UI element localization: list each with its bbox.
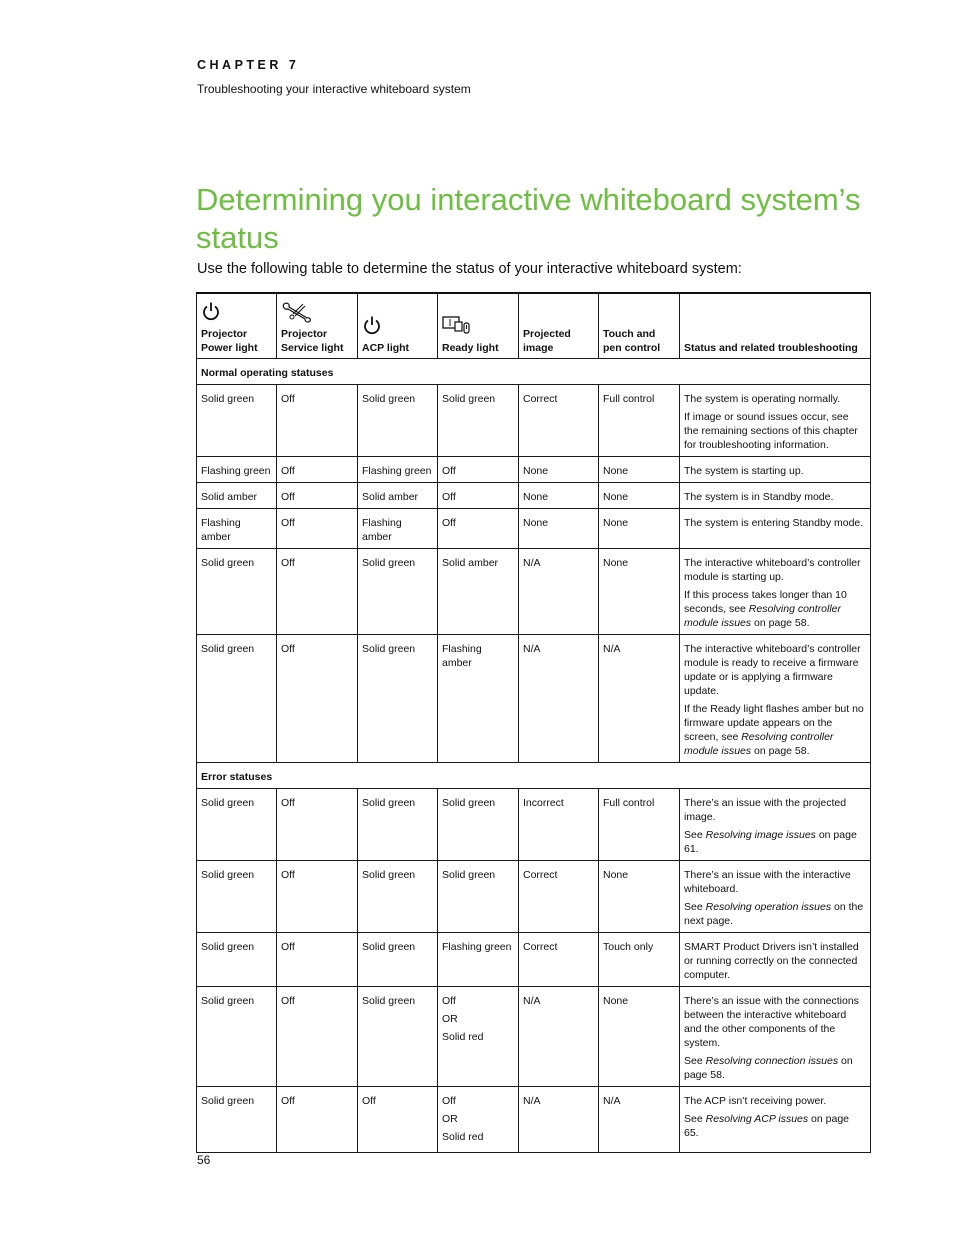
status-text: There’s an issue with the projected image.: [684, 797, 847, 823]
status-paragraph: [684, 940, 866, 982]
table-cell: Incorrect: [519, 789, 599, 861]
table-cell: Flashing amber: [197, 509, 277, 549]
status-cell: [680, 635, 871, 763]
status-paragraph: [684, 994, 866, 1050]
status-paragraph: [684, 1054, 866, 1082]
status-paragraph: [684, 828, 866, 856]
chapter-label: CHAPTER 7: [197, 58, 300, 72]
table-cell: Correct: [519, 861, 599, 933]
col-status: [680, 293, 871, 359]
table-cell: Off: [277, 1087, 358, 1153]
table-cell: Solid green: [358, 933, 438, 987]
table-cell: Solid green: [438, 861, 519, 933]
table-cell: [438, 1087, 519, 1153]
status-paragraph: [684, 464, 866, 478]
status-text: See: [684, 1113, 706, 1125]
column-header-label: ACP light: [362, 342, 410, 354]
status-paragraph: [684, 900, 866, 928]
table-cell: N/A: [599, 1087, 680, 1153]
table-cell: Off: [277, 987, 358, 1087]
cell-line: OR: [442, 1013, 458, 1025]
ready-icon: [442, 315, 514, 335]
cross-reference: Resolving controller module issues: [684, 731, 834, 757]
column-header-label: Projected image: [523, 328, 571, 354]
table-cell: None: [599, 549, 680, 635]
status-text: on page 58.: [751, 745, 810, 757]
table-cell: N/A: [519, 987, 599, 1087]
table-cell: Solid green: [197, 987, 277, 1087]
table-cell: Solid green: [197, 549, 277, 635]
status-paragraph: [684, 490, 866, 504]
power-icon: [362, 315, 433, 335]
status-table: [196, 292, 871, 1153]
table-cell: Flashing amber: [358, 509, 438, 549]
table-cell: None: [599, 987, 680, 1087]
table-row: [197, 509, 871, 549]
column-header-label: Projector Power light: [201, 328, 258, 354]
status-text: There’s an issue with the interactive whiteboard.: [684, 869, 851, 895]
status-text: If this process takes longer than 10 seconds, see: [684, 589, 847, 615]
status-paragraph: [684, 868, 866, 896]
status-text: The system is in Standby mode.: [684, 491, 834, 503]
table-cell: Solid green: [197, 789, 277, 861]
table-row: [197, 789, 871, 861]
power-icon: [201, 301, 272, 321]
cross-reference: Resolving operation issues: [705, 901, 832, 913]
table-cell: Off: [277, 861, 358, 933]
status-text: on page 61.: [684, 829, 857, 855]
table-cell: Touch only: [599, 933, 680, 987]
status-text: SMART Product Drivers isn’t installed or running correctly on the connected computer.: [684, 941, 859, 981]
table-cell: Solid green: [358, 549, 438, 635]
col-ready-light: [438, 293, 519, 359]
status-cell: [680, 987, 871, 1087]
cell-line: Solid red: [442, 1131, 484, 1143]
table-cell: Solid amber: [358, 483, 438, 509]
table-row: [197, 549, 871, 635]
status-paragraph: [684, 392, 866, 406]
cell-line: Off: [442, 995, 456, 1007]
col-projected-image: [519, 293, 599, 359]
table-row: [197, 483, 871, 509]
status-cell: [680, 789, 871, 861]
table-cell: Off: [438, 483, 519, 509]
cross-reference: Resolving controller module issues: [684, 603, 842, 629]
table-cell: Solid green: [197, 635, 277, 763]
table-header-row: [197, 293, 871, 359]
table-cell: Off: [277, 789, 358, 861]
status-paragraph: [684, 516, 866, 530]
status-cell: [680, 549, 871, 635]
table-row: [197, 1087, 871, 1153]
status-text: If image or sound issues occur, see the remaining sections of this chapter for troubleshooting information.: [684, 411, 858, 451]
table-row: [197, 861, 871, 933]
table-cell: N/A: [519, 549, 599, 635]
cell-line: Off: [442, 1095, 456, 1107]
status-paragraph: [684, 702, 866, 758]
table-cell: Off: [277, 385, 358, 457]
status-text: See: [684, 901, 706, 913]
col-touch-pen: [599, 293, 680, 359]
section-label: Error statuses: [197, 763, 871, 789]
table-cell: Solid green: [197, 933, 277, 987]
table-cell: N/A: [519, 1087, 599, 1153]
table-cell: Solid green: [197, 385, 277, 457]
section-row: [197, 359, 871, 385]
col-acp-light: [358, 293, 438, 359]
cross-reference: Resolving ACP issues: [705, 1113, 809, 1125]
status-text: The interactive whiteboard’s controller module is ready to receive a firmware update or is applying a firmware update.: [684, 643, 861, 697]
table-cell: Off: [277, 549, 358, 635]
table-cell: Off: [277, 457, 358, 483]
table-cell: None: [599, 457, 680, 483]
table-cell: Solid green: [358, 385, 438, 457]
table-cell: Full control: [599, 385, 680, 457]
table-cell: Off: [277, 509, 358, 549]
page-title: Determining you interactive whiteboard system’s status: [196, 182, 861, 255]
table-cell: Solid green: [358, 635, 438, 763]
status-text: on page 58.: [751, 617, 810, 629]
status-text: The interactive whiteboard’s controller module is starting up.: [684, 557, 861, 583]
table-cell: Flashing green: [438, 933, 519, 987]
column-header-label: Status and related troubleshooting: [684, 342, 858, 354]
status-text: on page 65.: [684, 1113, 849, 1139]
status-paragraph: [684, 556, 866, 584]
table-row: [197, 457, 871, 483]
table-cell: None: [519, 483, 599, 509]
wrench-icon: [281, 301, 353, 321]
status-text: The system is operating normally.: [684, 393, 841, 405]
cell-line: Solid red: [442, 1031, 484, 1043]
table-cell: Correct: [519, 933, 599, 987]
table-cell: Off: [277, 635, 358, 763]
table-cell: Solid green: [438, 385, 519, 457]
table-cell: Solid green: [358, 861, 438, 933]
status-text: See: [684, 1055, 706, 1067]
table-cell: Off: [358, 1087, 438, 1153]
table-cell: None: [599, 509, 680, 549]
chapter-subtitle: Troubleshooting your interactive whiteboard system: [197, 82, 471, 96]
section-label: Normal operating statuses: [197, 359, 871, 385]
table-cell: None: [519, 509, 599, 549]
status-cell: [680, 483, 871, 509]
table-cell: Off: [438, 509, 519, 549]
section-row: [197, 763, 871, 789]
table-cell: None: [519, 457, 599, 483]
table-cell: None: [599, 861, 680, 933]
status-cell: [680, 385, 871, 457]
status-paragraph: [684, 642, 866, 698]
intro-text: Use the following table to determine the status of your interactive whiteboard system:: [197, 261, 742, 277]
status-text: on the next page.: [684, 901, 864, 927]
table-row: [197, 987, 871, 1087]
status-cell: [680, 457, 871, 483]
column-header-label: Projector Service light: [281, 328, 344, 354]
status-paragraph: [684, 1112, 866, 1140]
table-cell: Off: [277, 483, 358, 509]
table-row: [197, 933, 871, 987]
status-cell: [680, 1087, 871, 1153]
table-cell: Flashing green: [197, 457, 277, 483]
status-paragraph: [684, 588, 866, 630]
table-cell: Solid amber: [197, 483, 277, 509]
table-cell: Flashing amber: [438, 635, 519, 763]
table-cell: None: [599, 483, 680, 509]
table-cell: Solid green: [197, 861, 277, 933]
table-row: [197, 385, 871, 457]
status-text: See: [684, 829, 706, 841]
table-cell: Solid green: [438, 789, 519, 861]
status-text: There’s an issue with the connections between the interactive whiteboard and the other components of the system.: [684, 995, 859, 1049]
cross-reference: Resolving connection issues: [705, 1055, 839, 1067]
table-row: [197, 635, 871, 763]
table-cell: N/A: [519, 635, 599, 763]
status-paragraph: [684, 410, 866, 452]
status-cell: [680, 861, 871, 933]
status-cell: [680, 509, 871, 549]
table-cell: [438, 987, 519, 1087]
status-text: on page 58.: [684, 1055, 853, 1081]
table-cell: Off: [438, 457, 519, 483]
table-cell: Correct: [519, 385, 599, 457]
status-cell: [680, 933, 871, 987]
table-cell: Flashing green: [358, 457, 438, 483]
column-header-label: Touch and pen control: [603, 328, 661, 354]
table-cell: Off: [277, 933, 358, 987]
col-projector-service: [277, 293, 358, 359]
table-cell: Full control: [599, 789, 680, 861]
col-projector-power: [197, 293, 277, 359]
table-cell: Solid green: [358, 987, 438, 1087]
table-cell: Solid green: [197, 1087, 277, 1153]
table-body: [197, 359, 871, 1153]
status-text: If the Ready light flashes amber but no firmware update appears on the screen, see: [684, 703, 864, 743]
column-header-label: Ready light: [442, 342, 499, 354]
status-text: The ACP isn’t receiving power.: [684, 1095, 827, 1107]
status-text: The system is entering Standby mode.: [684, 517, 864, 529]
table-cell: Solid amber: [438, 549, 519, 635]
cell-line: OR: [442, 1113, 458, 1125]
status-paragraph: [684, 1094, 866, 1108]
status-paragraph: [684, 796, 866, 824]
status-text: The system is starting up.: [684, 465, 804, 477]
page-number: 56: [197, 1153, 211, 1167]
cross-reference: Resolving image issues: [705, 829, 816, 841]
table-cell: N/A: [599, 635, 680, 763]
table-cell: Solid green: [358, 789, 438, 861]
